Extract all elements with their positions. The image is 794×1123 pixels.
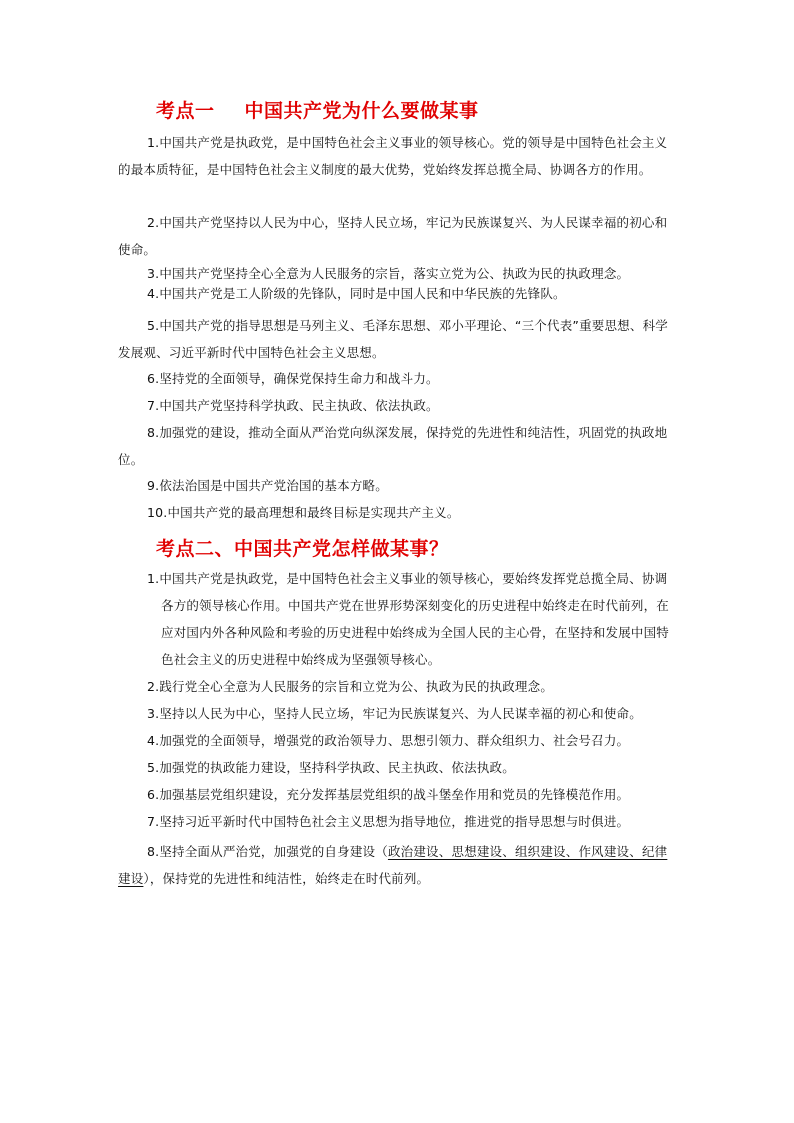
section2-title: 考点二、中国共产党怎样做某事？ xyxy=(156,538,449,560)
section2-item-6: 6.加强基层党组织建设，充分发挥基层党组织的战斗堡垒作用和党员的先锋模范作用。 xyxy=(147,787,630,802)
section2-item-8-tail: ），保持党的先进性和纯洁性，始终走在时代前列。 xyxy=(143,871,430,886)
section1-item-4: 4.中国共产党是工人阶级的先锋队，同时是中国人民和中华民族的先锋队。 xyxy=(147,286,566,301)
section1-title-main: 考点一 xyxy=(156,100,215,122)
section2-item-3: 3.坚持以人民为中心，坚持人民立场，牢记为民族谋复兴、为人民谋幸福的初心和使命。 xyxy=(147,706,642,721)
section2-item-1: 1.中国共产党是执政党，是中国特色社会主义事业的领导核心，要始终发挥党总揽全局、协调各方的领导核心作用。中国共产党在世界形势深刻变化的历史进程中始终走在时代前列，在应对国内外各种风险和考验的历史进程中始终成为全国人民的主心骨，在坚持和发展中国特色社会主义的历史进程中始终成为坚强领导核心。 xyxy=(147,571,670,667)
section1-item-6: 6.坚持党的全面领导，确保党保持生命力和战斗力。 xyxy=(147,371,439,386)
section2-item-4: 4.加强党的全面领导，增强党的政治领导力、思想引领力、群众组织力、社会号召力。 xyxy=(147,733,630,748)
section1-item-8: 8.加强党的建设，推动全面从严治党向纵深发展，保持党的先进性和纯洁性，巩固党的执政地位。 xyxy=(118,425,668,467)
section1-title-sub: 中国共产党为什么要做某事 xyxy=(244,100,479,122)
section1-item-2: 2.中国共产党坚持以人民为中心，坚持人民立场，牢记为民族谋复兴、为人民谋幸福的初心和使命。 xyxy=(118,215,668,257)
section2-item-8-lead: 8.坚持全面从严治党，加强党的自身建设（ xyxy=(147,844,388,859)
party-building-list: 政治建设、思想建设、组织建设、作风建设、纪律建设 xyxy=(118,844,668,886)
section1-item-9: 9.依法治国是中国共产党治国的基本方略。 xyxy=(147,478,388,493)
section1-item-10: 10.中国共产党的最高理想和最终目标是实现共产主义。 xyxy=(147,505,460,520)
section2-item-7: 7.坚持习近平新时代中国特色社会主义思想为指导地位，推进党的指导思想与时俱进。 xyxy=(147,814,630,829)
section1-title xyxy=(156,96,479,123)
section1-item-5: 5.中国共产党的指导思想是马列主义、毛泽东思想、邓小平理论、“三个代表”重要思想、科学发展观、习近平新时代中国特色社会主义思想。 xyxy=(118,318,668,360)
section1-item-3: 3.中国共产党坚持全心全意为人民服务的宗旨，落实立党为公、执政为民的执政理念。 xyxy=(147,266,630,281)
section2-item-5: 5.加强党的执政能力建设，坚持科学执政、民主执政、依法执政。 xyxy=(147,760,515,775)
section1-item-7: 7.中国共产党坚持科学执政、民主执政、依法执政。 xyxy=(147,398,439,413)
section2-item-8 xyxy=(118,838,678,892)
section2-item-2: 2.践行党全心全意为人民服务的宗旨和立党为公、执政为民的执政理念。 xyxy=(147,679,554,694)
section1-item-1: 1.中国共产党是执政党，是中国特色社会主义事业的领导核心。党的领导是中国特色社会主义的最本质特征，是中国特色社会主义制度的最大优势，党始终发挥总揽全局、协调各方的作用。 xyxy=(118,135,668,177)
